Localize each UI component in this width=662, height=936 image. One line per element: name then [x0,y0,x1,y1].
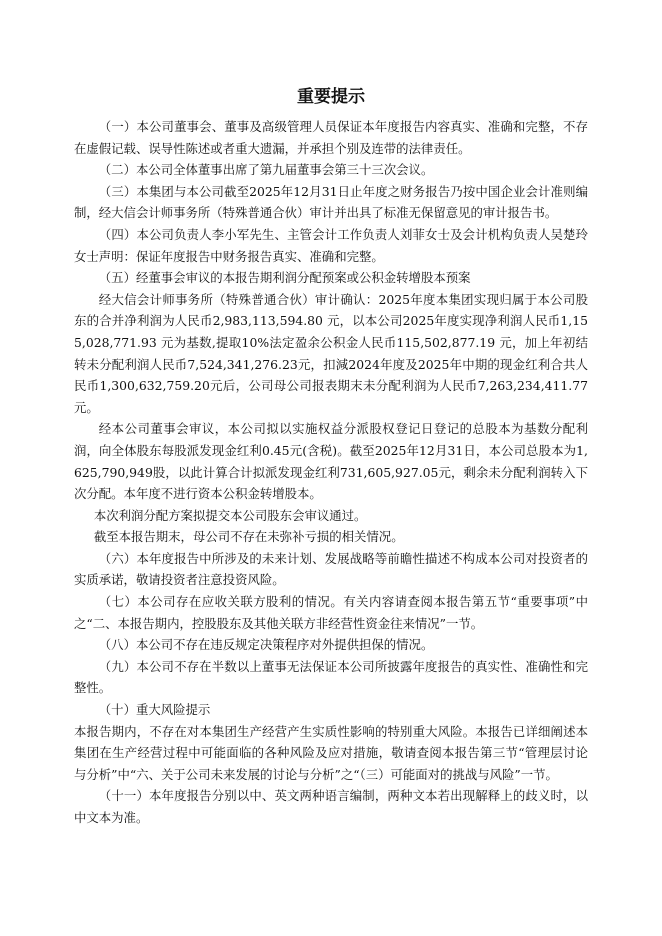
paragraph-9-director-assurance: （九）本公司不存在半数以上董事无法保证本公司所披露年度报告的真实性、准确性和完整性。 [74,658,588,696]
paragraph-1-board-guarantee: （一）本公司董事会、董事及高级管理人员保证本年度报告内容真实、准确和完整，不存在虚假记载、误导性陈述或者重大遗漏，并承担个别及连带的法律责任。 [74,119,588,156]
paragraph-8-guarantees: （八）本公司不存在违反规定决策程序对外提供担保的情况。 [98,637,434,653]
document-body [74,116,588,829]
paragraph-risk-details: 本报告期内，不存在对本集团生产经营产生实质性影响的特别重大风险。本报告已详细阐述本集团在生产经营过程中可能面临的各种风险及应对措施，敬请查阅本报告第三节“管理层讨论与分析”中“六、关于公司未来发展的讨论与分析”之“（三）可能面对的挑战与风险”一节。 [74,723,588,782]
paragraph-dividend-plan: 经本公司董事会审议，本公司拟以实施权益分派股权登记日登记的总股本为基数分配利润，向全体股东每股派发现金红利0.45元(含税)。截至2025年12月31日，本公司总股本为1,625,790,949股，以此计算合计拟派发现金红利731,605,927.05元，剩余未分配利润转入下次分配。本年度不进行资本公积金转增股本。 [74,421,588,502]
paragraph-6-forward-looking: （六）本年度报告中所涉及的未来计划、发展战略等前瞻性描述不构成本公司对投资者的实质承诺，敬请投资者注意投资风险。 [74,550,588,588]
paragraph-shareholder-approval: 本次利润分配方案拟提交本公司股东会审议通过。 [93,507,367,523]
paragraph-5-profit-distribution-heading: （五）经董事会审议的本报告期利润分配预案或公积金转增股本预案 [98,270,471,286]
paragraph-profit-figures: 经大信会计师事务所（特殊普通合伙）审计确认：2025年度本集团实现归属于本公司股东的合并净利润为人民币2,983,113,594.80 元，以本公司2025年度实现净利润人民币1,155,028,771.93 元为基数,提取10%法定盈余公积金人民币115,502,877.19 元，加上年初结转未分配利润人民币7,524,341,276.23元，扣減2024年度及2025年中期的现金红利合共人民币1,300,632,759.20元后，公司母公司报表期末未分配利润为人民币7,263,234,411.77 元。 [74,291,588,415]
paragraph-2-board-attendance: （二）本公司全体董事出席了第九届董事会第三十三次会议。 [98,162,434,178]
paragraph-no-uncovered-loss: 截至本报告期末，母公司不存在未弥补亏损的相关情况。 [93,529,404,545]
page-title: 重要提示 [297,87,365,107]
paragraph-3-audit-report: （三）本集团与本公司截至2025年12月31日止年度之财务报告乃按中国企业会计准则编制，经大信会计师事务所（特殊普通合伙）审计并出具了标准无保留意见的审计报告书。 [74,183,588,221]
paragraph-10-risk-heading: （十）重大风险提示 [98,702,211,718]
paragraph-4-responsible-persons: （四）本公司负责人李小军先生、主管会计工作负责人刘菲女士及会计机构负责人吴楚玲女士声明：保证年度报告中财务报告真实、准确和完整。 [74,226,588,264]
paragraph-7-related-party-dividend: （七）本公司存在应收关联方股利的情况。有关内容请查阅本报告第五节“重要事项”中之“二、本报告期内，控股股东及其他关联方非经营性资金往来情况”一节。 [74,594,588,631]
paragraph-11-language: （十一）本年度报告分别以中、英文两种语言编制，两种文本若出现解释上的歧义时，以中文本为准。 [74,788,588,825]
